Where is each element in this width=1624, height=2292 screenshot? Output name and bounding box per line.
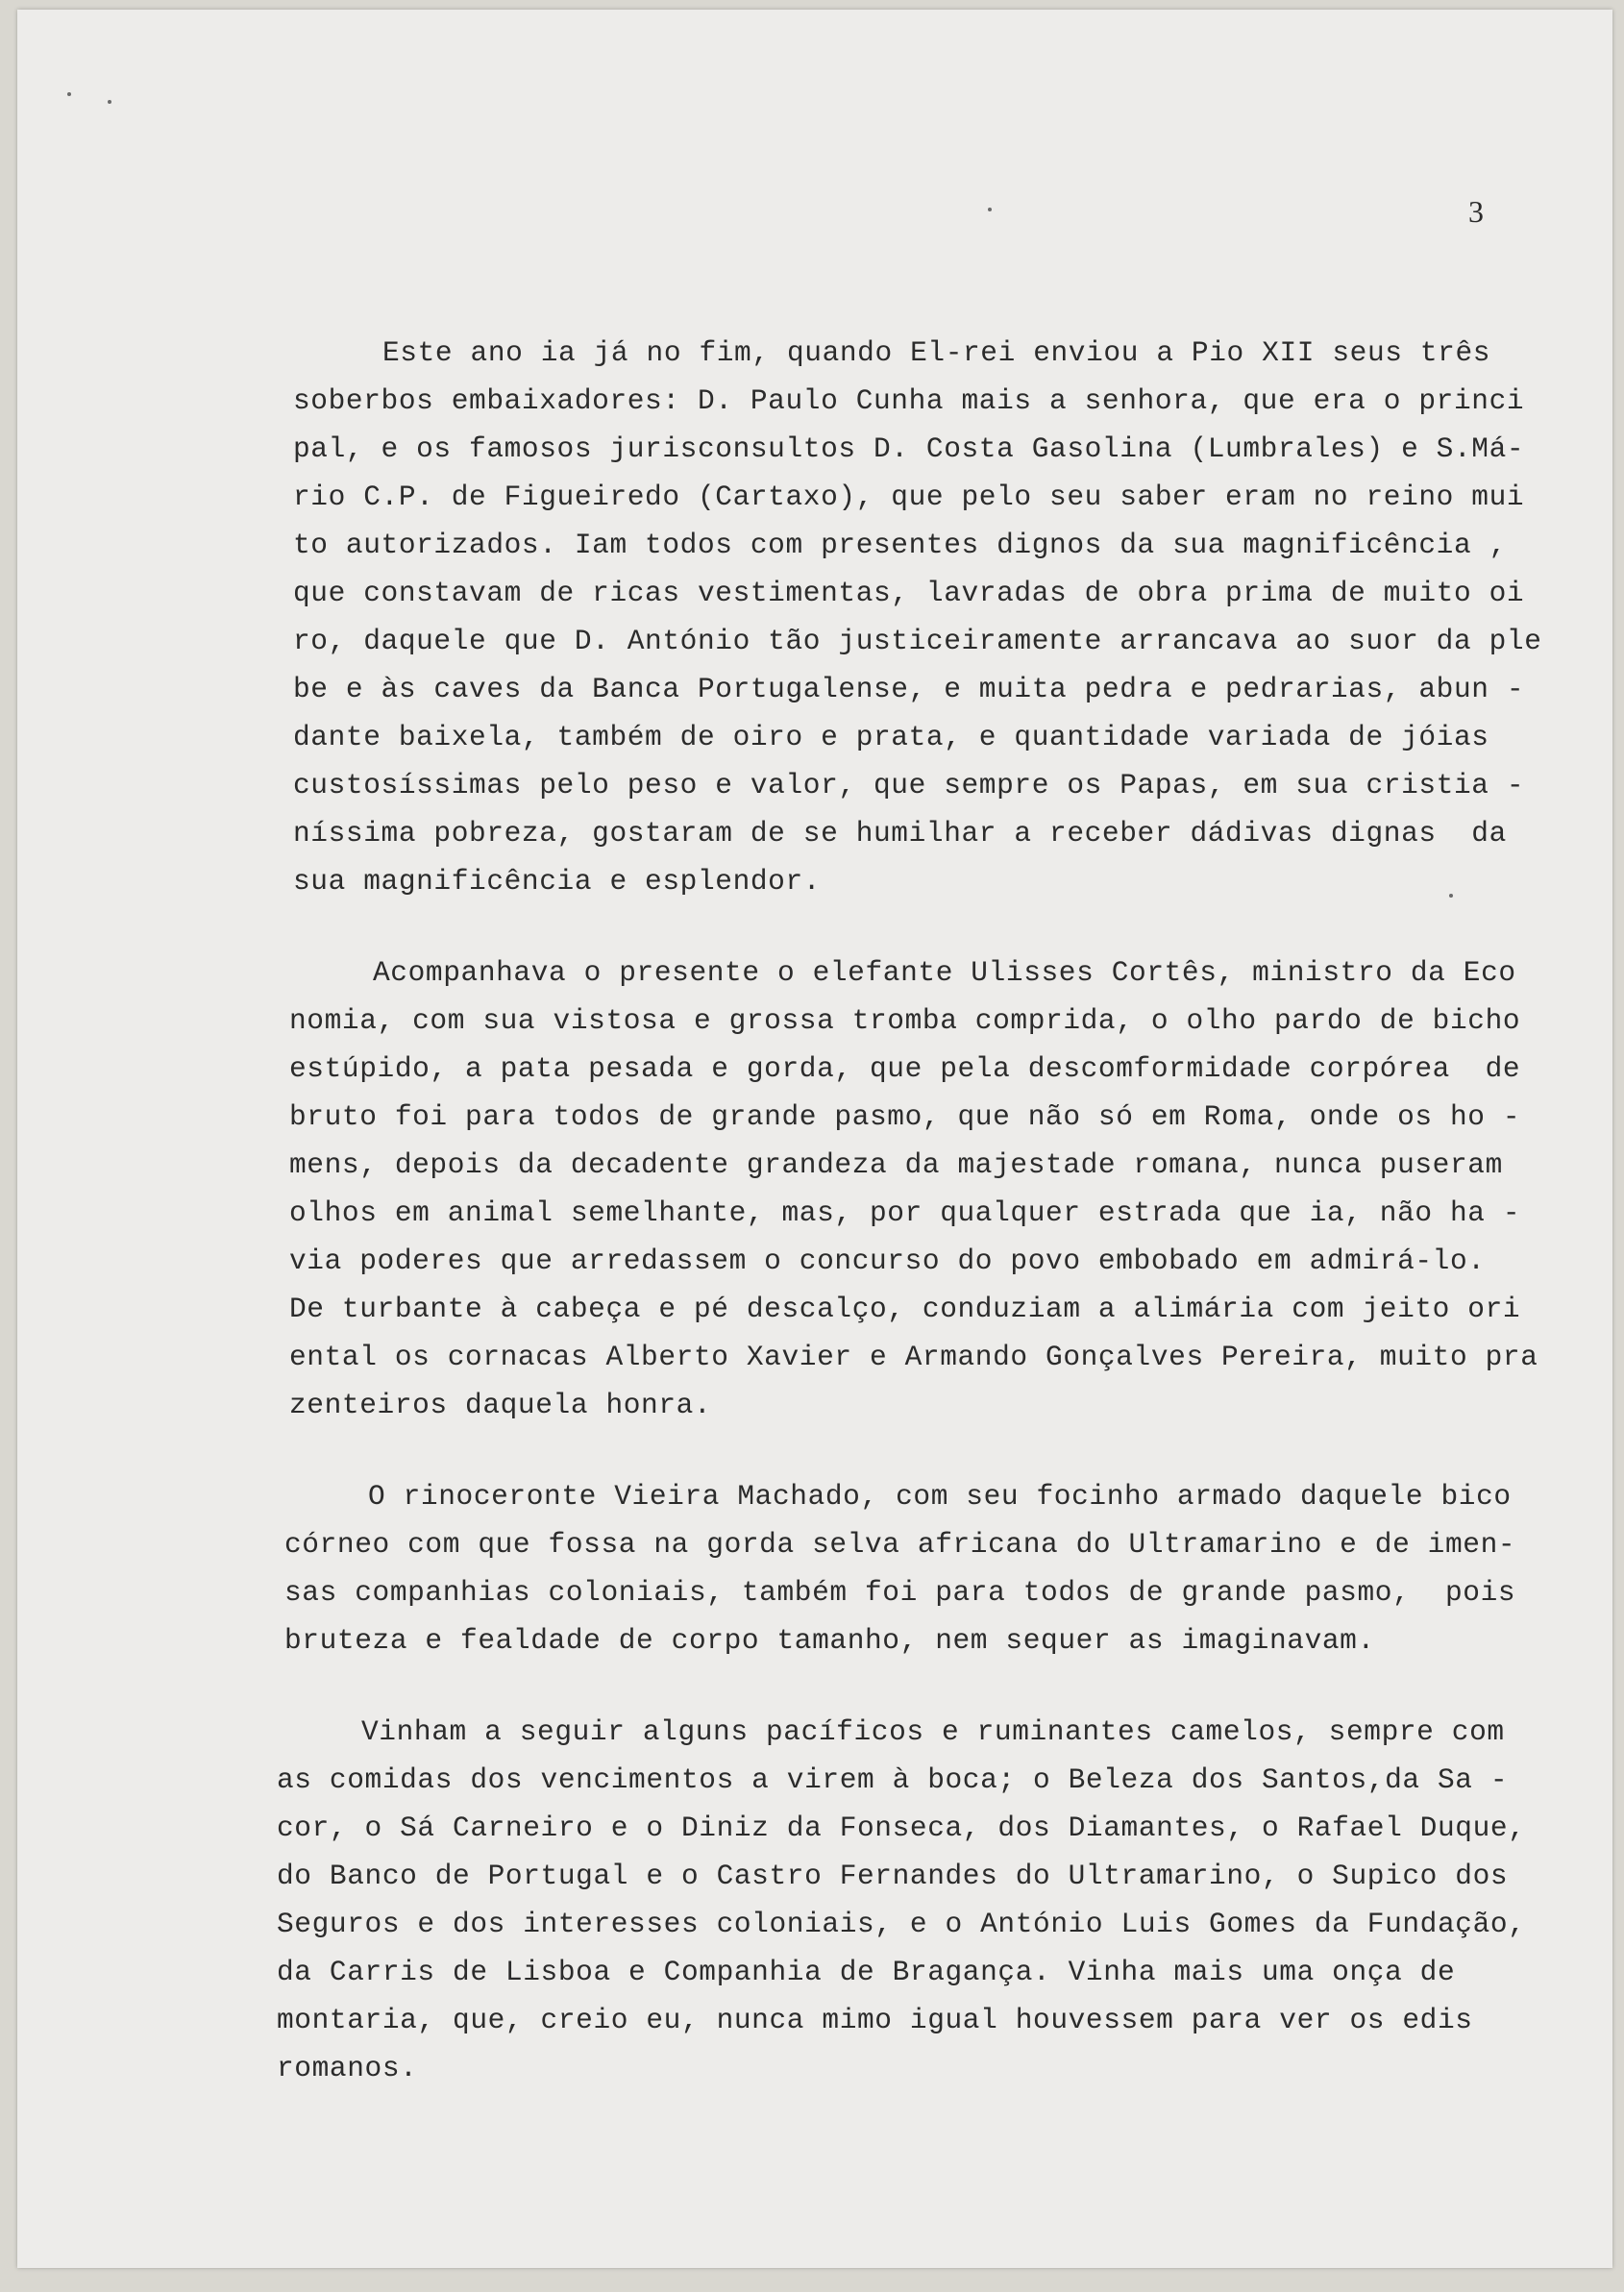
text-line: nomia, com sua vistosa e grossa tromba comprida, o olho pardo de bicho <box>289 1004 1521 1037</box>
text-line: mens, depois da decadente grandeza da majestade romana, nunca puseram <box>289 1148 1503 1181</box>
text-line: olhos em animal semelhante, mas, por qualquer estrada que ia, não ha - <box>289 1196 1521 1229</box>
text-line: do Banco de Portugal e o Castro Fernandes do Ultramarino, o Supico dos <box>277 1860 1509 1892</box>
text-line: romanos. <box>277 2052 418 2084</box>
text-line: Este ano ia já no fim, quando El-rei enviou a Pio XII seus três <box>382 336 1491 369</box>
text-line: Vinham a seguir alguns pacíficos e ruminantes camelos, sempre com <box>361 1715 1505 1748</box>
text-line: da Carris de Lisboa e Companhia de Bragança. Vinha mais uma onça de <box>277 1956 1456 1988</box>
text-line: bruto foi para todos de grande pasmo, que não só em Roma, onde os ho - <box>289 1100 1521 1133</box>
text-line: sas companhias coloniais, também foi para todos de grande pasmo, pois <box>284 1576 1516 1609</box>
text-line: zenteiros daquela honra. <box>289 1389 712 1421</box>
text-line: estúpido, a pata pesada e gorda, que pela descomformidade corpórea de <box>289 1052 1521 1085</box>
paper-speck <box>67 92 71 96</box>
text-line: De turbante à cabeça e pé descalço, conduziam a alimária com jeito ori <box>289 1293 1521 1325</box>
text-line: as comidas dos vencimentos a virem à boca; o Beleza dos Santos,da Sa - <box>277 1763 1509 1796</box>
paper-speck <box>988 208 992 211</box>
text-line: Seguros e dos interesses coloniais, e o António Luis Gomes da Fundação, <box>277 1908 1526 1940</box>
text-line: que constavam de ricas vestimentas, lavradas de obra prima de muito oi <box>293 577 1525 609</box>
text-line: custosíssimas pelo peso e valor, que sempre os Papas, em sua cristia - <box>293 769 1525 801</box>
text-line: to autorizados. Iam todos com presentes dignos da sua magnificência , <box>293 529 1507 561</box>
text-line: O rinoceronte Vieira Machado, com seu focinho armado daquele bico <box>368 1480 1512 1513</box>
typewritten-page <box>17 10 1612 2268</box>
page-number: 3 <box>1468 194 1484 229</box>
text-line: montaria, que, creio eu, nunca mimo igual houvessem para ver os edis <box>277 2004 1473 2036</box>
paper-speck <box>1449 894 1453 898</box>
text-line: Acompanhava o presente o elefante Ulisses Cortês, ministro da Eco <box>373 956 1516 989</box>
text-line: rio C.P. de Figueiredo (Cartaxo), que pelo seu saber eram no reino mui <box>293 481 1525 513</box>
text-line: níssima pobreza, gostaram de se humilhar a receber dádivas dignas da <box>293 817 1507 850</box>
text-line: pal, e os famosos jurisconsultos D. Costa Gasolina (Lumbrales) e S.Má- <box>293 432 1525 465</box>
text-line: sua magnificência e esplendor. <box>293 865 822 898</box>
text-line: dante baixela, também de oiro e prata, e quantidade variada de jóias <box>293 721 1489 753</box>
text-line: córneo com que fossa na gorda selva africana do Ultramarino e de imen- <box>284 1528 1516 1561</box>
text-line: soberbos embaixadores: D. Paulo Cunha mais a senhora, que era o princi <box>293 384 1525 417</box>
text-line: be e às caves da Banca Portugalense, e muita pedra e pedrarias, abun - <box>293 673 1525 705</box>
text-line: cor, o Sá Carneiro e o Diniz da Fonseca, dos Diamantes, o Rafael Duque, <box>277 1811 1526 1844</box>
paper-speck <box>108 100 111 104</box>
text-line: ental os cornacas Alberto Xavier e Armando Gonçalves Pereira, muito pra <box>289 1341 1538 1373</box>
text-line: via poderes que arredassem o concurso do povo embobado em admirá-lo. <box>289 1245 1486 1277</box>
text-line: bruteza e fealdade de corpo tamanho, nem sequer as imaginavam. <box>284 1624 1375 1657</box>
text-line: ro, daquele que D. António tão justiceiramente arrancava ao suor da ple <box>293 625 1542 657</box>
